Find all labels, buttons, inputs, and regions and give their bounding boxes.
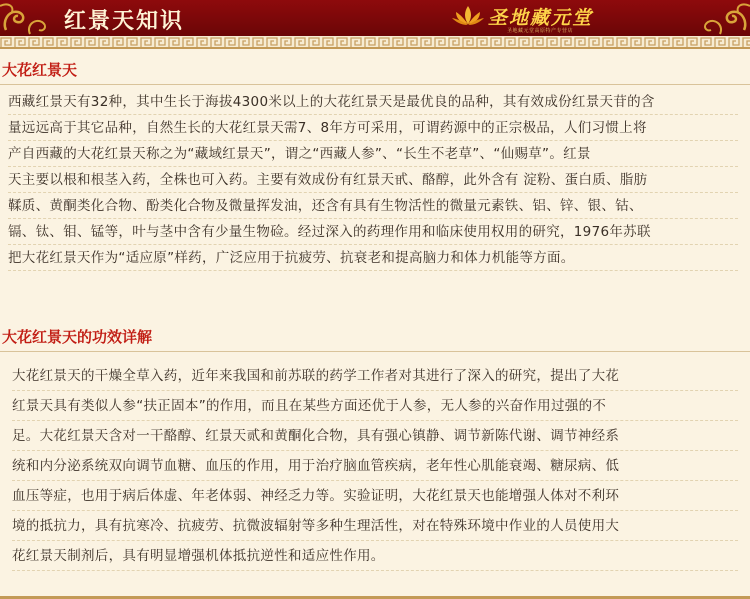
divider: [0, 84, 750, 85]
section-title-efficacy: 大花红景天的功效详解: [2, 328, 153, 346]
brand-subtitle: 圣地藏元堂高原特产专营店: [506, 28, 573, 34]
text-line: 量远远高于其它品种，自然生长的大花红景天需7、8年方可采用，可谓药源中的正宗极品，人们习惯上将: [8, 115, 738, 141]
text-line: 血压等症，也用于病后体虚、年老体弱、神经乏力等。实验证明，大花红景天也能增强人体对不利环: [12, 481, 738, 511]
paragraph-efficacy: [12, 361, 738, 571]
brand-logo-text: 圣地藏元堂: [488, 7, 594, 29]
divider: [0, 47, 750, 49]
cloud-swirl-ornament-left: [0, 0, 70, 36]
text-line: 把大花红景天作为“适应原”样药，广泛应用于抗疲劳、抗衰老和提高脑力和体力机能等方面。: [8, 245, 738, 271]
section-title-rhodiola: 大花红景天: [2, 61, 78, 79]
text-line: 境的抵抗力，具有抗寒冷、抗疲劳、抗微波辐射等多种生理活性，对在特殊环境中作业的人员使用大: [12, 511, 738, 541]
text-line: 西藏红景天有32种，其中生长于海拔4300米以上的大花红景天是最优良的品种，其有效成份红景天苷的含: [8, 89, 738, 115]
text-line: 统和内分泌系统双向调节血糖、血压的作用，用于治疗脑血管疾病，老年性心肌能衰竭、糖尿病、低: [12, 451, 738, 481]
paragraph-rhodiola-intro: [8, 89, 738, 271]
text-line: 大花红景天的干燥全草入药，近年来我国和前苏联的药学工作者对其进行了深入的研究，提出了大花: [12, 361, 738, 391]
text-line: 产自西藏的大花红景天称之为“藏域红景天”，谓之“西藏人参”、“长生不老草”、“仙赐草”。红景: [8, 141, 738, 167]
page-title: 红景天知识: [64, 8, 185, 34]
divider: [0, 351, 750, 352]
text-line: 天主要以根和根茎入药，全株也可入药。主要有效成份有红景天甙、酪醇，此外含有 淀粉、蛋白质、脂肪: [8, 167, 738, 193]
header-banner: [0, 0, 750, 36]
cloud-swirl-ornament-right: [680, 0, 750, 36]
text-line: 花红景天制剂后，具有明显增强机体抵抗逆性和适应性作用。: [12, 541, 738, 571]
text-line: 鞣质、黄酮类化合物、酚类化合物及微量挥发油，还含有具有生物活性的微量元素铁、铝、锌、银、钴、: [8, 193, 738, 219]
lotus-logo-icon: [450, 4, 486, 28]
text-line: 足。大花红景天含对一干酪醇、红景天贰和黄酮化合物，具有强心镇静、调节新陈代谢、调节神经系: [12, 421, 738, 451]
text-line: 红景天具有类似人参“扶正固本”的作用，而且在某些方面还优于人参，无人参的兴奋作用过强的不: [12, 391, 738, 421]
text-line: 镉、钛、钼、锰等，叶与茎中含有少量生物硷。经过深入的药理作用和临床使用权用的研究，1976年苏联: [8, 219, 738, 245]
